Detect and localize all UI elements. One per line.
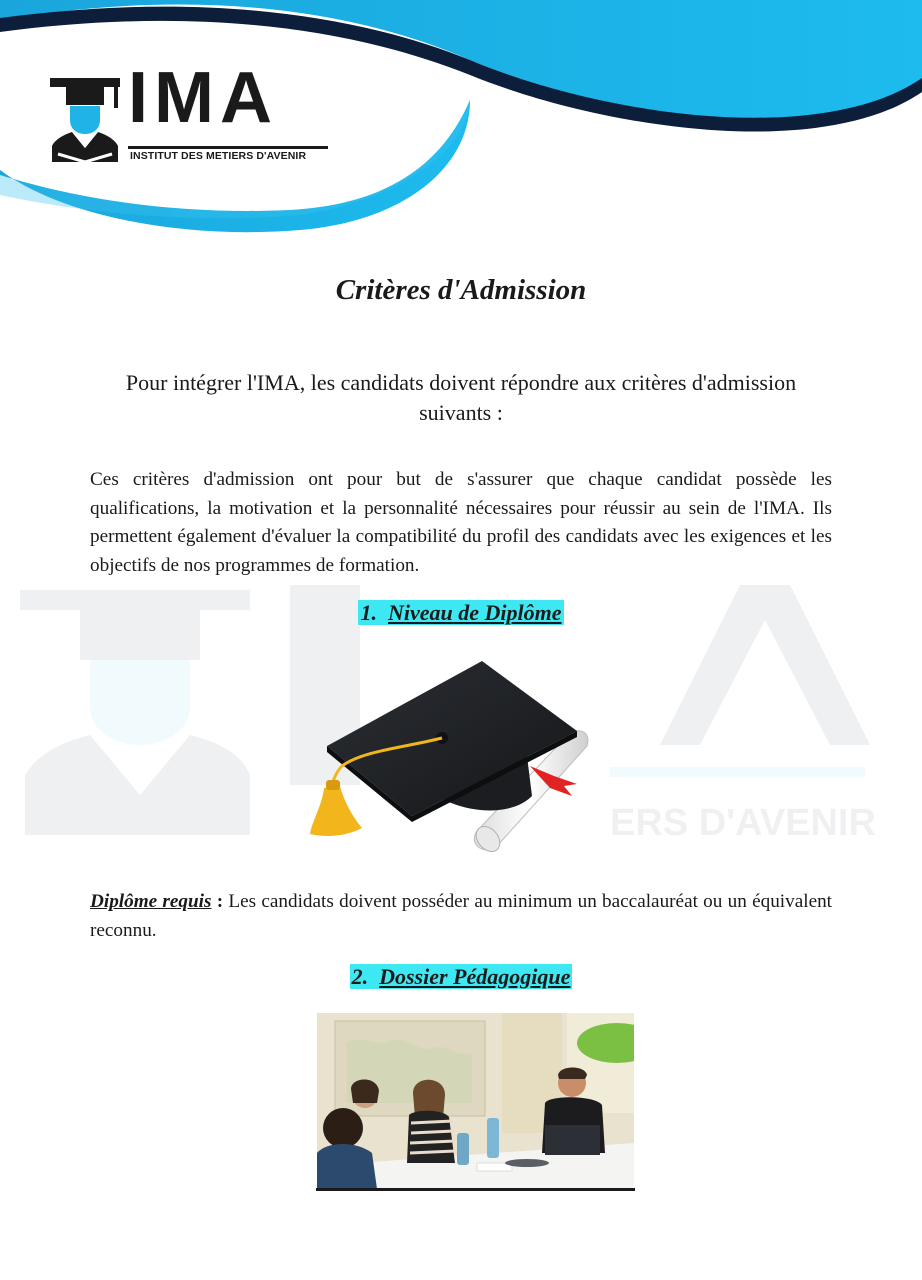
section-number: 1.: [360, 600, 377, 625]
section-heading-dossier: [0, 964, 922, 990]
section-heading-diploma: [0, 600, 922, 626]
criteria-paragraph: Ces critères d'admission ont pour but de s'assurer que chaque candidat possède les qualifications, la motivation et la personnalité nécessaires pour réussir au sein de l'IMA. Ils permettent également d'évaluer la compatibilité du profil des candidats avec les exigences et les objectifs de nos programmes de formation.: [90, 469, 832, 576]
diploma-label: Diplôme requis: [90, 891, 212, 912]
section-number: 2.: [351, 964, 369, 989]
graduate-mascot-icon: [48, 76, 122, 162]
classroom-photo: [317, 1013, 634, 1189]
students-meeting-image: [317, 1013, 634, 1189]
diploma-requirement: [90, 888, 832, 945]
graduation-cap-diploma-icon: [302, 656, 602, 856]
page-title: Critères d'Admission: [335, 274, 587, 306]
section-title: Niveau de Diplôme: [387, 600, 562, 625]
watermark-text: ERS D'AVENIR: [610, 802, 876, 844]
logo-wordmark: IMA: [128, 58, 278, 138]
photo-underline: [316, 1188, 635, 1191]
diploma-text: Les candidats doivent posséder au minimum un baccalauréat ou un équivalent reconnu.: [90, 891, 833, 941]
ima-logo: [48, 58, 328, 168]
intro-text: Pour intégrer l'IMA, les candidats doivent répondre aux critères d'admission suivants :: [125, 370, 797, 425]
logo-underline: [128, 146, 328, 149]
logo-tagline: INSTITUT DES METIERS D'AVENIR: [130, 150, 307, 162]
diploma-separator: :: [211, 891, 229, 912]
section-title: Dossier Pédagogique: [379, 964, 571, 989]
